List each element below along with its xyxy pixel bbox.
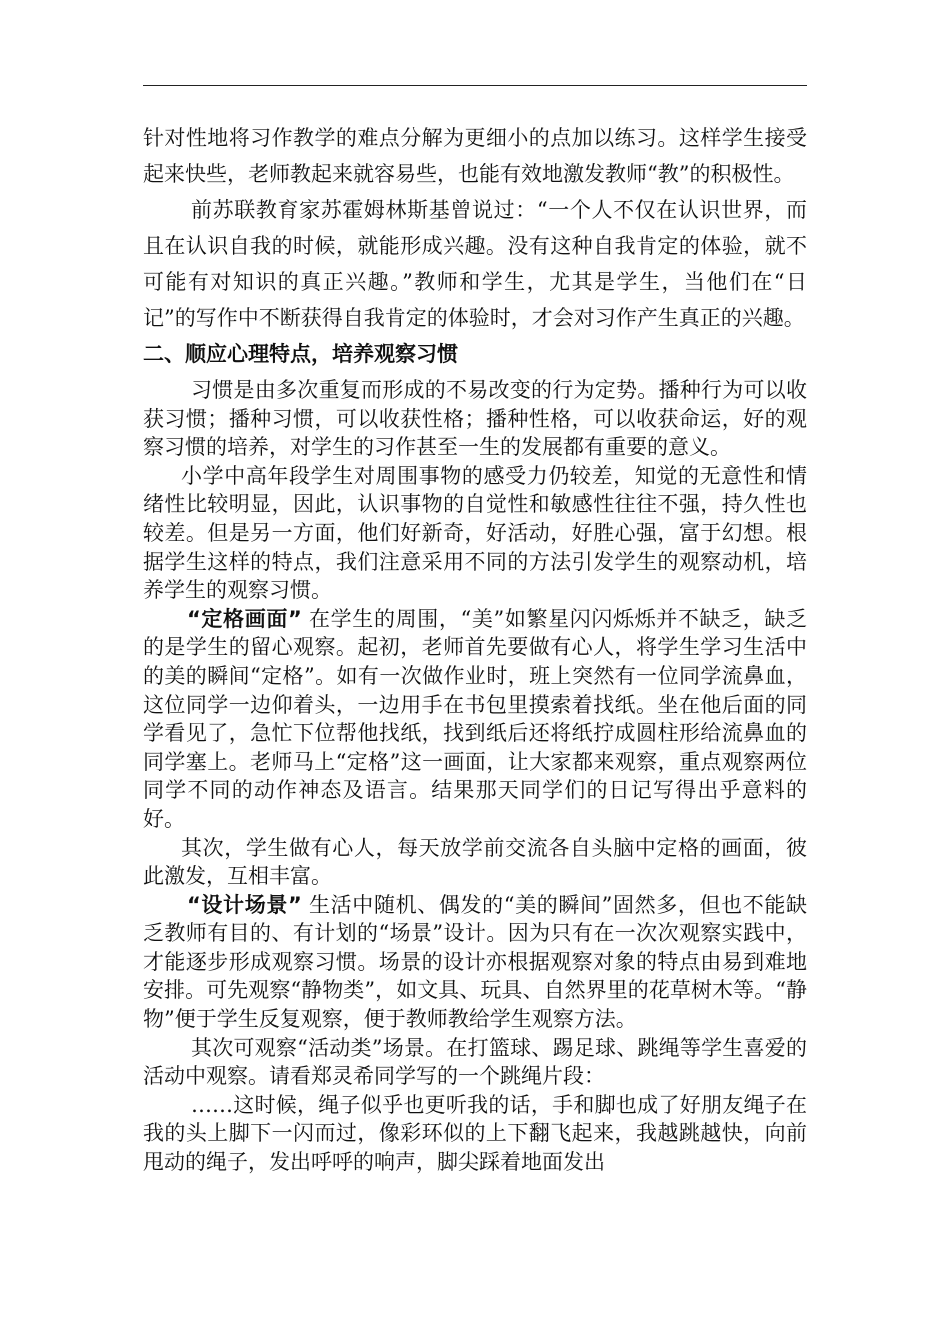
subheading-design-scene: “设计场景” (187, 892, 302, 917)
paragraph-continuation: 针对性地将习作教学的难点分解为更细小的点加以练习。这样学生接受起来快些，老师教起来就容易些，也能有效地激发教师“教”的积极性。 (143, 126, 807, 186)
header-rule (143, 85, 807, 86)
paragraph-students: 小学中高年段学生对周围事物的感受力仍较差，知觉的无意性和情绪性比较明显，因此，认识事物的自觉性和敏感性往往不强，持久性也较差。但是另一方面，他们好新奇，好活动，好胜心强，富于幻想。根据学生这样的特点，我们注意采用不同的方法引发学生的观察动机，培养学生的观察习惯。 (143, 463, 807, 603)
section-1 (143, 120, 807, 336)
paragraph-secondly: 其次，学生做有心人，每天放学前交流各自头脑中定格的画面，彼此激发，互相丰富。 (143, 835, 807, 889)
paragraph-design-scene-text: 生活中随机、偶发的“美的瞬间”固然多，但也不能缺乏教师有目的、有计划的“场景”设计。因为只有在一次次观察实践中，才能逐步形成观察习惯。场景的设计亦根据观察对象的特点由易到难地安排。可先观察“静物类”，如文具、玩具、自然界里的花草树木等。“静物”便于学生反复观察，便于教师教给学生观察方法。 (143, 892, 807, 1032)
paragraph-freeze-frame (143, 605, 807, 834)
document-body (143, 120, 807, 1177)
paragraph-design-scene (143, 891, 807, 1034)
section-2 (143, 376, 807, 1177)
section-heading: 二、顺应心理特点，培养观察习惯 (143, 342, 458, 366)
subheading-freeze-frame: “定格画面” (187, 606, 302, 631)
paragraph-quote: 前苏联教育家苏霍姆林斯基曾说过：“一个人不仅在认识世界，而且在认识自我的时候，就能形成兴趣。没有这种自我肯定的体验，就不可能有对知识的真正兴趣。”教师和学生，尤其是学生，当他们在“日记”的写作中不断获得自我肯定的体验时，才会对习作产生真正的兴趣。 (143, 198, 807, 330)
paragraph-freeze-frame-text: 在学生的周围，“美”如繁星闪闪烁烁并不缺乏，缺乏的是学生的留心观察。起初，老师首先要做有心人，将学生学习生活中的美的瞬间“定格”。如有一次做作业时，班上突然有一位同学流鼻血，这位同学一边仰着头，一边用手在书包里摸索着找纸。坐在他后面的同学看见了，急忙下位帮他找纸，找到纸后还将纸拧成圆柱形给流鼻血的同学塞上。老师马上“定格”这一画面，让大家都来观察，重点观察两位同学不同的动作神态及语言。结果那天同学们的日记写得出乎意料的好。 (143, 606, 807, 831)
paragraph-excerpt: ……这时候，绳子似乎也更听我的话，手和脚也成了好朋友绳子在我的头上脚下一闪而过，像彩环似的上下翻飞起来，我越跳越快，向前甩动的绳子，发出呼呼的响声，脚尖踩着地面发出 (143, 1092, 807, 1175)
paragraph-habit: 习惯是由多次重复而形成的不易改变的行为定势。播种行为可以收获习惯；播种习惯，可以收获性格；播种性格，可以收获命运，好的观察习惯的培养，对学生的习作甚至一生的发展都有重要的意义。 (143, 378, 807, 460)
paragraph-activities: 其次可观察“活动类”场景。在打篮球、踢足球、跳绳等学生喜爱的活动中观察。请看郑灵希同学写的一个跳绳片段： (143, 1035, 807, 1089)
